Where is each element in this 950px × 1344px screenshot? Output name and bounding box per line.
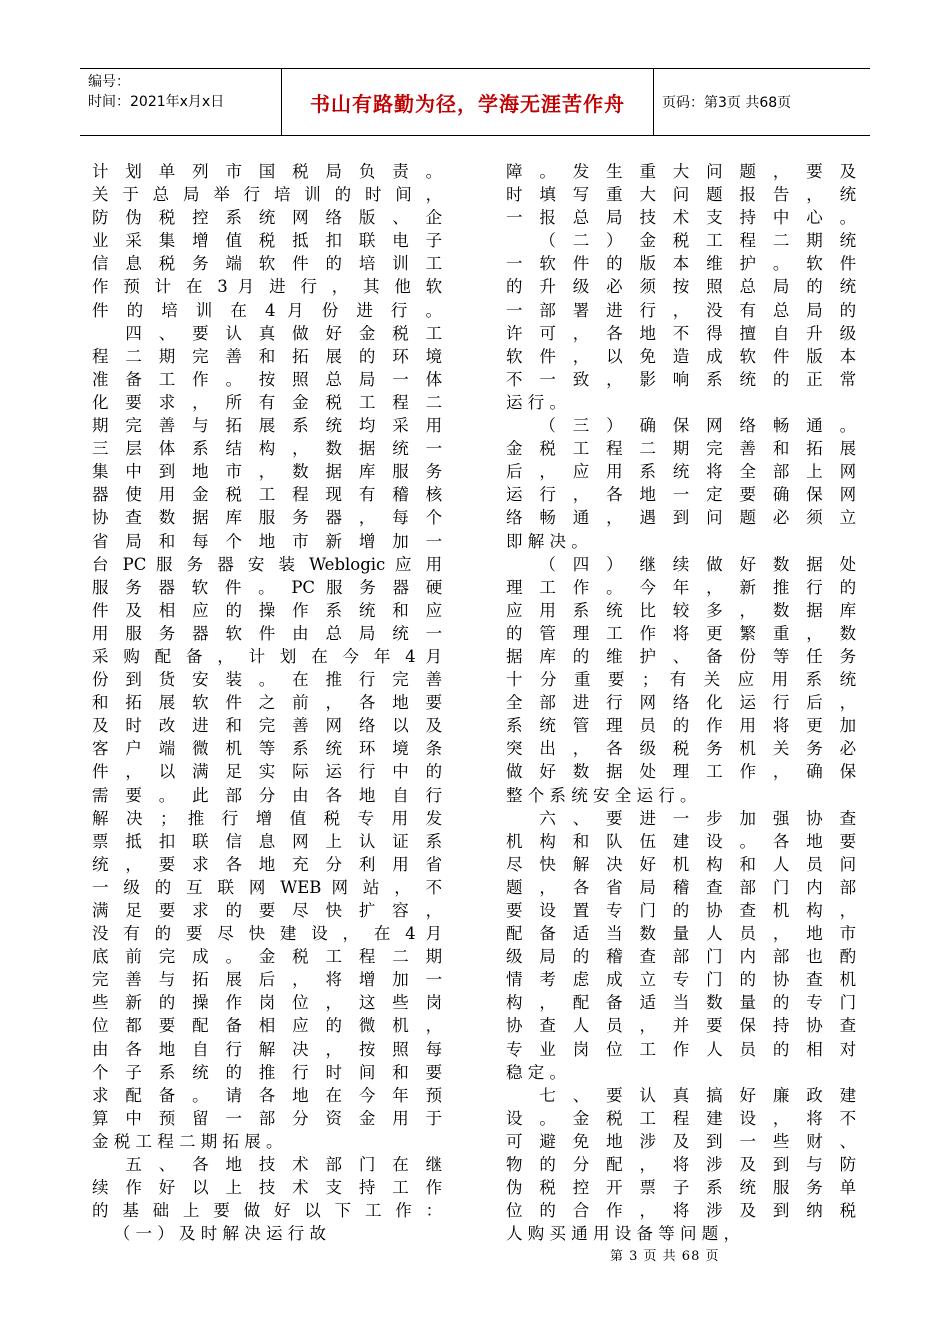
text-line: 期 完 善 与 拓 展 系 统 均 采 用 <box>92 416 442 436</box>
text-line: 没 有 的 要 尽 快 建 设 ， 在 4 月 <box>92 924 442 944</box>
text-line: 及 时 改 进 和 完 善 网 络 以 及 <box>92 716 442 736</box>
text-line: 要 设 置 专 门 的 协 查 机 构 ， <box>506 901 856 920</box>
header-meta <box>80 69 282 135</box>
text-line: 整 个 系 统 安 全 运 行 。 <box>506 785 697 805</box>
text-line: 和 拓 展 软 件 之 前 ， 各 地 要 <box>92 693 442 713</box>
text-line: 构 ， 配 备 适 当 数 量 的 专 门 <box>506 993 856 1013</box>
text-line: 程 二 期 完 善 和 拓 展 的 环 境 <box>92 346 442 366</box>
text-line: 后 ， 应 用 系 统 将 全 部 上 网 <box>506 462 856 482</box>
text-line: 一 级 的 互 联 网 WEB 网 站 ， 不 <box>92 877 442 897</box>
text-line: （ 一 ） 及 时 解 决 运 行 故 <box>113 1224 326 1244</box>
text-line: 情 考 虑 成 立 专 门 的 协 查 机 <box>506 970 856 990</box>
text-line: 运 行 。 <box>506 392 566 412</box>
text-line: 客 户 端 微 机 等 系 统 环 境 条 <box>92 739 442 759</box>
text-line: 算 中 预 留 一 部 分 资 金 用 于 <box>92 1108 442 1128</box>
text-line: 系 统 管 理 员 的 作 用 将 更 加 <box>506 716 856 736</box>
text-line: 七 、 要 认 真 搞 好 廉 政 建 <box>539 1085 856 1105</box>
text-line: 机 构 和 队 伍 建 设 。 各 地 要 <box>506 831 856 851</box>
text-line: 金 税 工 程 二 期 拓 展 。 <box>92 1131 283 1151</box>
text-line: 续 作 好 以 上 技 术 支 持 工 作 <box>92 1178 442 1198</box>
text-line: 物 的 分 配 ， 将 涉 及 到 与 防 <box>506 1155 856 1175</box>
text-line: 服 务 器 软 件 。 PC 服 务 器 硬 <box>92 577 442 597</box>
text-line: 许 可 ， 各 地 不 得 擅 自 升 级 <box>506 323 856 343</box>
text-line: 障 。 发 生 重 大 问 题 ， 要 及 <box>506 162 856 181</box>
text-line: 件 的 培 训 在 4 月 份 进 行 。 <box>92 300 442 320</box>
text-line: 解 决 ； 推 行 增 值 税 专 用 发 <box>92 808 442 828</box>
text-line: 理 工 作 。 今 年 ， 新 推 行 的 <box>506 577 856 597</box>
text-line: 级 局 的 稽 查 部 门 内 部 也 酌 <box>506 947 856 967</box>
text-line: 据 库 的 维 护 、 备 份 等 任 务 <box>506 646 856 666</box>
page-info-text: 页码：第3页 共68页 <box>662 95 792 111</box>
text-line: 位 的 合 作 ， 将 涉 及 到 纳 税 <box>506 1201 856 1221</box>
text-line: 运 行 ， 各 地 一 定 要 确 保 网 <box>506 485 856 505</box>
text-line: 用 服 务 器 软 件 由 总 局 统 一 <box>92 623 442 643</box>
text-line: 件 ， 以 满 足 实 际 运 行 中 的 <box>92 762 442 782</box>
text-line: 一 部 署 进 行 ， 没 有 总 局 的 <box>506 300 856 320</box>
text-line: 由 各 地 自 行 解 决 ， 按 照 每 <box>92 1039 442 1059</box>
text-line: 信 息 税 务 端 软 件 的 培 训 工 <box>92 254 442 274</box>
text-line: 业 采 集 增 值 税 抵 扣 联 电 子 <box>92 231 442 251</box>
text-line: 络 畅 通 ， 遇 到 问 题 必 须 立 <box>506 508 856 528</box>
text-line: 伪 税 控 开 票 子 系 统 服 务 单 <box>506 1178 856 1198</box>
text-line: 做 好 数 据 处 理 工 作 ， 确 保 <box>506 762 856 782</box>
text-line: 可 避 免 地 涉 及 到 一 些 财 、 <box>506 1131 856 1151</box>
text-line: 位 都 要 配 备 相 应 的 微 机 ， <box>92 1016 442 1036</box>
text-line: 金 税 工 程 二 期 完 善 和 拓 展 <box>506 439 856 459</box>
text-line: 作 预 计 在 3 月 进 行 ， 其 他 软 <box>92 277 442 297</box>
text-line: 题 ， 各 省 局 稽 查 部 门 内 部 <box>506 877 856 897</box>
header-page-info <box>654 69 870 135</box>
text-line: 个 子 系 统 的 推 行 时 间 和 要 <box>92 1062 442 1082</box>
text-line: 专 业 岗 位 工 作 人 员 的 相 对 <box>506 1039 856 1059</box>
text-line: 五 、 各 地 技 术 部 门 在 继 <box>125 1155 442 1175</box>
text-line: 的 管 理 工 作 将 更 繁 重 ， 数 <box>506 623 856 643</box>
text-line: 份 到 货 安 装 。 在 推 行 完 善 <box>92 670 442 690</box>
text-line: 三 层 体 系 结 构 ， 数 据 统 一 <box>92 439 442 459</box>
document-header <box>80 68 870 136</box>
text-line: 四 、 要 认 真 做 好 金 税 工 <box>125 323 442 343</box>
text-line: 不 一 致 ， 影 响 系 统 的 正 常 <box>506 369 856 389</box>
text-line: （ 三 ） 确 保 网 络 畅 通 。 <box>539 416 856 436</box>
text-line: 的 基 础 上 要 做 好 以 下 工 作 ： <box>92 1201 442 1221</box>
text-line: 协 查 数 据 库 服 务 器 ， 每 个 <box>92 508 442 528</box>
text-line: 票 抵 扣 联 信 息 网 上 认 证 系 <box>92 831 442 851</box>
text-line: 配 备 适 当 数 量 人 员 ， 地 市 <box>506 924 856 944</box>
text-line: 应 用 系 统 比 较 多 ， 数 据 库 <box>506 600 856 620</box>
text-line: 全 部 进 行 网 络 化 运 行 后 ， <box>506 693 856 713</box>
text-line: 时 填 写 重 大 问 题 报 告 ， 统 <box>506 185 856 205</box>
text-line: 省 局 和 每 个 地 市 新 增 加 一 <box>92 531 442 551</box>
number-label: 编号： <box>88 74 130 90</box>
text-line: 需 要 。 此 部 分 由 各 地 自 行 <box>92 785 442 805</box>
text-line: 十 分 重 要 ； 有 关 应 用 系 统 <box>506 670 856 690</box>
header-motto <box>282 69 654 135</box>
motto-text: 书山有路勤为径，学海无涯苦作舟 <box>310 91 625 116</box>
text-line: 稳 定 。 <box>506 1062 566 1082</box>
text-line: 台 PC 服 务 器 安 装 Weblogic 应 用 <box>92 554 442 574</box>
right-text-column <box>506 160 856 1245</box>
text-line: 软 件 ， 以 免 造 成 软 件 版 本 <box>506 346 856 366</box>
text-line: （ 二 ） 金 税 工 程 二 期 统 <box>539 231 856 251</box>
text-line: 准 备 工 作 。 按 照 总 局 一 体 <box>92 369 442 389</box>
text-line: 关 于 总 局 举 行 培 训 的 时 间 ， <box>92 185 442 205</box>
text-line: 求 配 备 。 请 各 地 在 今 年 预 <box>92 1085 442 1105</box>
text-line: 尽 快 解 决 好 机 构 和 人 员 问 <box>506 854 856 874</box>
text-line: 化 要 求 ， 所 有 金 税 工 程 二 <box>92 392 442 412</box>
text-line: 突 出 ， 各 级 税 务 机 关 务 必 <box>506 739 856 759</box>
text-line: 集 中 到 地 市 ， 数 据 库 服 务 <box>92 462 442 482</box>
page-footer <box>610 1245 719 1264</box>
text-line: 满 足 要 求 的 要 尽 快 扩 容 ， <box>92 901 442 920</box>
text-line: 器 使 用 金 税 工 程 现 有 稽 核 <box>92 485 442 505</box>
text-line: 些 新 的 操 作 岗 位 ， 这 些 岗 <box>92 993 442 1013</box>
text-line: 六 、 要 进 一 步 加 强 协 查 <box>539 808 856 828</box>
left-text-column <box>92 160 442 1245</box>
footer-page-number: 第 3 页 共 68 页 <box>610 1249 720 1264</box>
text-line: 计 划 单 列 市 国 税 局 负 责 。 <box>92 162 442 181</box>
text-line: 的 升 级 必 须 按 照 总 局 的 统 <box>506 277 856 297</box>
time-label: 时间：2021年x月x日 <box>88 94 225 110</box>
text-line: 统 ， 要 求 各 地 充 分 利 用 省 <box>92 854 442 874</box>
text-line: 一 软 件 的 版 本 维 护 。 软 件 <box>506 254 856 274</box>
text-line: 底 前 完 成 。 金 税 工 程 二 期 <box>92 947 442 967</box>
text-line: 防 伪 税 控 系 统 网 络 版 、 企 <box>92 208 442 228</box>
text-line: 设 。 金 税 工 程 建 设 ， 将 不 <box>506 1108 856 1128</box>
text-line: 一 报 总 局 技 术 支 持 中 心 。 <box>506 208 856 228</box>
text-line: （ 四 ） 继 续 做 好 数 据 处 <box>539 554 856 574</box>
text-line: 人 购 买 通 用 设 备 等 问 题 ， <box>506 1224 740 1244</box>
text-line: 协 查 人 员 ， 并 要 保 持 协 查 <box>506 1016 856 1036</box>
text-line: 采 购 配 备 ， 计 划 在 今 年 4 月 <box>92 646 442 666</box>
text-line: 件 及 相 应 的 操 作 系 统 和 应 <box>92 600 442 620</box>
text-line: 完 善 与 拓 展 后 ， 将 增 加 一 <box>92 970 442 990</box>
text-line: 即 解 决 。 <box>506 531 588 551</box>
